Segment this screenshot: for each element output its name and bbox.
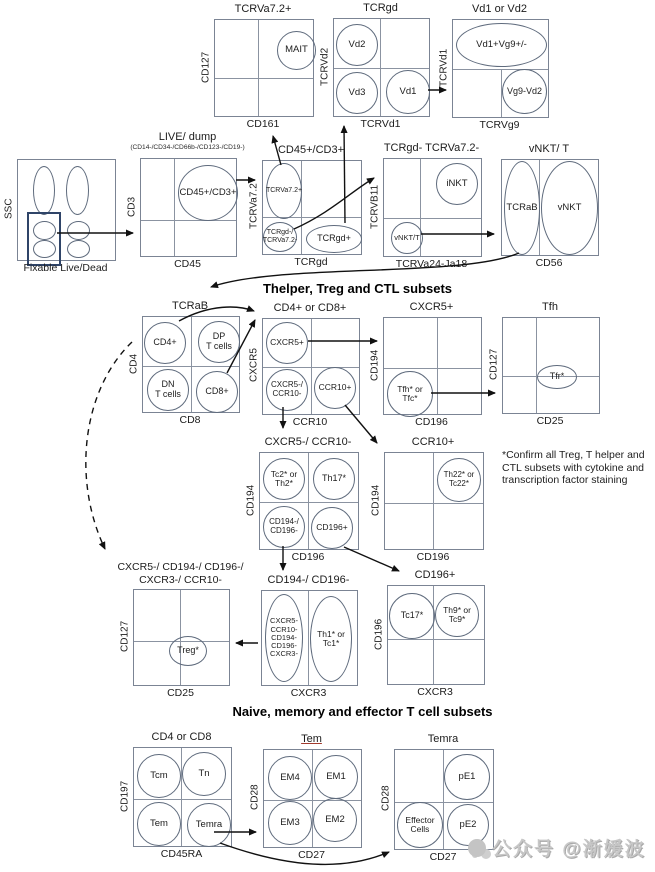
plot-title: CD194-/ CD196- bbox=[267, 574, 350, 586]
quadrant-vline bbox=[191, 317, 192, 412]
watermark-logo-icon bbox=[468, 839, 486, 857]
plot-frame bbox=[261, 590, 358, 686]
x-axis-label: TCRgd bbox=[294, 256, 328, 268]
x-axis-label: CD45 bbox=[174, 258, 201, 270]
y-axis-label: SSC bbox=[3, 198, 15, 220]
x-axis-label: CD25 bbox=[536, 415, 564, 427]
gate-vnkt-t: vNKT/T bbox=[391, 222, 423, 254]
plot-title: TCRVa7.2+ bbox=[234, 3, 292, 15]
plot-title: Vd1 or Vd2 bbox=[471, 3, 528, 15]
gate-vg9-vd2: Vg9-Vd2 bbox=[502, 69, 547, 114]
quadrant-vline bbox=[443, 750, 444, 849]
plot-frame bbox=[384, 452, 484, 550]
gate-tn: Tn bbox=[182, 752, 226, 796]
gate-th1-or-tc1: Th1* or Tc1* bbox=[310, 596, 352, 682]
quadrant-vline bbox=[433, 453, 434, 549]
y-axis-label: CD197 bbox=[119, 780, 131, 812]
gate-population-ellipse bbox=[33, 166, 55, 215]
plot-title: TCRaB bbox=[171, 300, 209, 312]
plot-frame bbox=[259, 452, 359, 550]
gate-cxcr5-neg-ccr10-neg: CXCR5-/ CCR10- bbox=[266, 369, 308, 411]
plot-title: CD196+ bbox=[414, 569, 456, 581]
gate-th17: Th17* bbox=[313, 458, 355, 500]
x-axis-label: Fixable Live/Dead bbox=[23, 262, 108, 274]
plot-title: Tem bbox=[301, 733, 322, 745]
gate-th22-or-tc22: Th22* or Tc22* bbox=[437, 458, 481, 502]
gate-vd2: Vd2 bbox=[336, 24, 378, 66]
y-axis-label: CD127 bbox=[119, 620, 131, 653]
quadrant-hline bbox=[334, 68, 429, 69]
gate-inkt: iNKT bbox=[436, 163, 478, 205]
y-axis-label: TCRVd2 bbox=[319, 47, 331, 86]
plot-frame bbox=[383, 158, 482, 257]
x-axis-label: CXCR3 bbox=[417, 686, 453, 698]
x-axis-label: CD27 bbox=[298, 849, 325, 861]
plot-subtitle: (CD14-/CD34-/CD66b-/CD123-/CD19-) bbox=[130, 144, 245, 151]
plot-title: CD4 or CD8 bbox=[151, 731, 212, 743]
gate-pe2: pE2 bbox=[447, 804, 489, 846]
gate-dp-t-cells: DP T cells bbox=[198, 321, 240, 363]
quadrant-hline bbox=[143, 366, 239, 367]
plot-frame bbox=[133, 747, 232, 847]
gate-tcrab: TCRaB bbox=[504, 161, 540, 255]
x-axis-label: CD161 bbox=[246, 118, 280, 130]
quadrant-vline bbox=[437, 318, 438, 414]
gate-th9-or-tc9: Th9* or Tc9* bbox=[435, 593, 479, 637]
x-axis-label: CXCR3 bbox=[290, 687, 327, 699]
y-axis-label: CD194 bbox=[245, 484, 257, 516]
gate-temra: Temra bbox=[187, 803, 231, 847]
x-axis-label: CD25 bbox=[167, 687, 194, 699]
gate-population-ellipse bbox=[67, 221, 90, 240]
quadrant-hline bbox=[263, 367, 359, 368]
x-axis-label: TCRVa24-Ja18 bbox=[395, 258, 468, 270]
quadrant-hline bbox=[388, 639, 484, 640]
gate-all-negative: CXCR5- CCR10- CD194- CD196- CXCR3- bbox=[265, 594, 303, 682]
gate-tcrgd-neg-tcrva72-neg: TCRgd-/ TCRVa7.2- bbox=[263, 222, 297, 252]
gate-mait: MAIT bbox=[277, 31, 316, 70]
y-axis-label: CD127 bbox=[488, 348, 500, 381]
gate-vd1: Vd1 bbox=[386, 70, 430, 114]
plot-frame bbox=[17, 159, 116, 261]
gate-treg: Treg* bbox=[169, 636, 207, 666]
quadrant-vline bbox=[174, 159, 175, 256]
gate-dn-t-cells: DN T cells bbox=[147, 369, 189, 411]
plot-title: Temra bbox=[427, 733, 459, 745]
plot-title: CCR10+ bbox=[411, 436, 455, 448]
gate-ccr10-pos: CCR10+ bbox=[314, 367, 356, 409]
gate-tcm: Tcm bbox=[137, 754, 181, 798]
x-axis-label: CD196 bbox=[415, 416, 448, 428]
watermark bbox=[468, 834, 646, 861]
gate-tem: Tem bbox=[137, 802, 181, 846]
x-axis-label: CD196 bbox=[291, 551, 325, 563]
plot-title: TCRgd- TCRVa7.2- bbox=[383, 142, 480, 154]
y-axis-label: TCRVd1 bbox=[438, 48, 450, 87]
quadrant-vline bbox=[536, 318, 537, 413]
plot-frame bbox=[387, 585, 485, 685]
y-axis-label: CD3 bbox=[126, 196, 138, 217]
gate-cd8-pos: CD8+ bbox=[196, 371, 238, 413]
gate-tfh-or-tfc: Tfh* or Tfc* bbox=[387, 371, 433, 417]
gate-em1: EM1 bbox=[314, 755, 358, 799]
gate-cd4-pos: CD4+ bbox=[144, 322, 186, 364]
plot-frame bbox=[214, 19, 314, 117]
section-title-naive-memory: Naive, memory and effector T cell subsets bbox=[232, 704, 493, 719]
x-axis-label: CD27 bbox=[429, 851, 457, 863]
gate-tc2-or-th2: Tc2* or Th2* bbox=[263, 458, 305, 500]
plot-frame bbox=[502, 317, 600, 414]
quadrant-hline bbox=[215, 78, 313, 79]
quadrant-vline bbox=[308, 591, 309, 685]
y-axis-label: CXCR5 bbox=[248, 348, 260, 383]
y-axis-label: TCRVB11 bbox=[369, 184, 381, 229]
gate-vd3: Vd3 bbox=[336, 72, 378, 114]
quadrant-vline bbox=[312, 750, 313, 847]
x-axis-label: TCRVd1 bbox=[360, 118, 401, 130]
plot-frame bbox=[333, 18, 430, 117]
x-axis-label: CD196 bbox=[416, 551, 450, 563]
quadrant-vline bbox=[433, 586, 434, 684]
gate-population-ellipse bbox=[66, 166, 89, 215]
gate-population-ellipse bbox=[67, 240, 90, 258]
plot-frame bbox=[140, 158, 237, 257]
plot-title-line2: CXCR3-/ CCR10- bbox=[139, 574, 222, 586]
gate-tfr: Tfr* bbox=[537, 365, 577, 389]
quadrant-vline bbox=[308, 453, 309, 549]
gate-pe1: pE1 bbox=[444, 754, 490, 800]
quadrant-vline bbox=[181, 748, 182, 846]
quadrant-hline bbox=[385, 503, 483, 504]
quadrant-hline bbox=[384, 218, 481, 219]
plot-title: CXCR5-/ CD194-/ CD196-/ bbox=[117, 561, 244, 573]
plot-title: LIVE/ dump bbox=[158, 131, 217, 143]
gate-em3: EM3 bbox=[268, 801, 312, 845]
plot-title: Tfh bbox=[542, 301, 558, 313]
gate-tcrva72-pos: TCRVa7.2+ bbox=[266, 163, 302, 219]
quadrant-vline bbox=[301, 161, 302, 254]
gate-cd196-pos: CD196+ bbox=[311, 507, 353, 549]
quadrant-vline bbox=[258, 20, 259, 116]
x-axis-label: CCR10 bbox=[292, 416, 328, 428]
x-axis-label: CD45RA bbox=[160, 848, 203, 860]
y-axis-label: TCRVa7.2 bbox=[248, 183, 260, 230]
quadrant-hline bbox=[134, 799, 231, 800]
y-axis-label: CD194 bbox=[369, 349, 381, 381]
y-axis-label: CD194 bbox=[370, 484, 382, 516]
gate-em2: EM2 bbox=[313, 798, 357, 842]
plot-title: CXCR5+ bbox=[409, 301, 454, 313]
y-axis-label: CD127 bbox=[200, 51, 212, 83]
plot-frame bbox=[263, 749, 362, 848]
plot-title: CD4+ or CD8+ bbox=[273, 302, 347, 314]
x-axis-label: TCRVg9 bbox=[479, 119, 520, 131]
gate-tc17: Tc17* bbox=[389, 593, 435, 639]
quadrant-hline bbox=[384, 368, 481, 369]
arrow-dashed-cd4-to-treg bbox=[86, 342, 132, 549]
gate-em4: EM4 bbox=[268, 756, 312, 800]
plot-frame bbox=[452, 19, 549, 118]
plot-frame bbox=[142, 316, 240, 413]
plot-frame bbox=[262, 318, 360, 415]
quadrant-hline bbox=[395, 802, 493, 803]
y-axis-label: CD28 bbox=[380, 785, 392, 812]
gate-live-cells-rect bbox=[27, 212, 61, 266]
plot-frame bbox=[133, 589, 230, 686]
plot-title: TCRgd bbox=[363, 2, 398, 14]
plot-title: CXCR5-/ CCR10- bbox=[264, 436, 352, 448]
gate-cd45-cd3: CD45+/CD3+ bbox=[178, 165, 238, 221]
gate-cd194-neg-cd196-neg: CD194-/ CD196- bbox=[263, 506, 305, 548]
gate-cxcr5-pos: CXCR5+ bbox=[266, 322, 308, 364]
plot-frame bbox=[501, 159, 599, 256]
plot-title: vNKT/ T bbox=[528, 143, 570, 155]
y-axis-label: CD28 bbox=[249, 784, 261, 811]
plot-frame bbox=[262, 160, 362, 255]
plot-title: CD45+/CD3+ bbox=[277, 144, 345, 156]
plot-frame bbox=[383, 317, 482, 415]
gate-vd1-vg9: Vd1+Vg9+/- bbox=[456, 23, 547, 67]
y-axis-label: CD196 bbox=[373, 618, 385, 650]
quadrant-hline bbox=[260, 502, 358, 503]
gate-tcrgd-pos: TCRgd+ bbox=[306, 225, 362, 253]
gate-vnkt: vNKT bbox=[541, 161, 598, 255]
footnote-confirm-staining: *Confirm all Treg, T helper and CTL subsets with cytokine and transcription factor staining bbox=[502, 449, 645, 487]
x-axis-label: CD8 bbox=[179, 414, 201, 426]
watermark-text: 公众号 @渐媛波 bbox=[492, 839, 646, 860]
y-axis-label: CD4 bbox=[128, 353, 140, 374]
gate-effector-cells: Effector Cells bbox=[397, 802, 443, 848]
x-axis-label: CD56 bbox=[535, 257, 563, 269]
quadrant-hline bbox=[141, 220, 236, 221]
section-title-thelper: Thelper, Treg and CTL subsets bbox=[262, 281, 453, 296]
